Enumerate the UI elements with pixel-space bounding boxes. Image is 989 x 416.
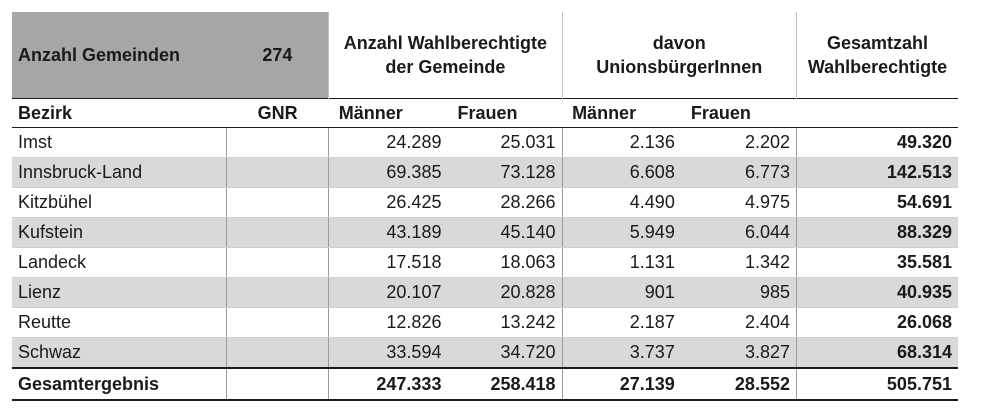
total-maenner-2: 27.139 (562, 368, 681, 400)
cell-maenner-1: 12.826 (329, 308, 448, 338)
col-header-maenner-1: Männer (329, 99, 448, 128)
cell-maenner-2: 2.136 (562, 128, 681, 158)
cell-maenner-1: 26.425 (329, 188, 448, 218)
col-header-total (796, 99, 958, 128)
cell-bezirk: Imst (12, 128, 227, 158)
cell-bezirk: Kitzbühel (12, 188, 227, 218)
cell-maenner-2: 5.949 (562, 218, 681, 248)
cell-gnr (227, 188, 329, 218)
cell-frauen-2: 2.404 (681, 308, 797, 338)
cell-total: 68.314 (796, 338, 958, 369)
cell-maenner-1: 69.385 (329, 158, 448, 188)
cell-total: 54.691 (796, 188, 958, 218)
cell-gnr (227, 248, 329, 278)
cell-bezirk: Landeck (12, 248, 227, 278)
cell-frauen-1: 13.242 (447, 308, 562, 338)
total-frauen-1: 258.418 (447, 368, 562, 400)
header-eligible-voters: Anzahl Wahlberechtigte der Gemeinde (329, 12, 562, 99)
cell-maenner-1: 43.189 (329, 218, 448, 248)
col-header-bezirk: Bezirk (12, 99, 227, 128)
cell-gnr (227, 128, 329, 158)
table-row (12, 308, 958, 338)
table-row (12, 278, 958, 308)
col-header-frauen-1: Frauen (447, 99, 562, 128)
total-gnr (227, 368, 329, 400)
total-maenner-1: 247.333 (329, 368, 448, 400)
cell-maenner-1: 20.107 (329, 278, 448, 308)
table-row (12, 188, 958, 218)
cell-gnr (227, 158, 329, 188)
total-frauen-2: 28.552 (681, 368, 797, 400)
table-row (12, 338, 958, 369)
col-header-maenner-2: Männer (562, 99, 681, 128)
cell-total: 35.581 (796, 248, 958, 278)
cell-gnr (227, 308, 329, 338)
cell-maenner-2: 6.608 (562, 158, 681, 188)
cell-maenner-2: 3.737 (562, 338, 681, 369)
cell-frauen-2: 2.202 (681, 128, 797, 158)
cell-frauen-1: 45.140 (447, 218, 562, 248)
cell-bezirk: Lienz (12, 278, 227, 308)
table-row (12, 158, 958, 188)
cell-bezirk: Innsbruck-Land (12, 158, 227, 188)
cell-maenner-1: 17.518 (329, 248, 448, 278)
cell-frauen-2: 6.044 (681, 218, 797, 248)
cell-gnr (227, 278, 329, 308)
cell-frauen-2: 1.342 (681, 248, 797, 278)
total-row (12, 368, 958, 400)
cell-frauen-2: 6.773 (681, 158, 797, 188)
cell-frauen-1: 25.031 (447, 128, 562, 158)
cell-total: 88.329 (796, 218, 958, 248)
voter-statistics-table (12, 12, 958, 401)
cell-total: 40.935 (796, 278, 958, 308)
column-header-row (12, 99, 958, 128)
total-label: Gesamtergebnis (12, 368, 227, 400)
cell-total: 142.513 (796, 158, 958, 188)
cell-maenner-1: 33.594 (329, 338, 448, 369)
cell-bezirk: Schwaz (12, 338, 227, 369)
table-header-row (12, 12, 958, 99)
cell-maenner-2: 2.187 (562, 308, 681, 338)
municipality-count-label: Anzahl Gemeinden (12, 12, 227, 99)
col-header-gnr: GNR (227, 99, 329, 128)
table-row (12, 248, 958, 278)
cell-frauen-1: 28.266 (447, 188, 562, 218)
cell-frauen-1: 34.720 (447, 338, 562, 369)
municipality-count-value: 274 (227, 12, 329, 99)
cell-frauen-2: 3.827 (681, 338, 797, 369)
cell-gnr (227, 218, 329, 248)
col-header-frauen-2: Frauen (681, 99, 797, 128)
cell-maenner-2: 4.490 (562, 188, 681, 218)
cell-frauen-2: 4.975 (681, 188, 797, 218)
cell-frauen-1: 20.828 (447, 278, 562, 308)
total-overall: 505.751 (796, 368, 958, 400)
header-eu-citizens: davon UnionsbürgerInnen (562, 12, 796, 99)
cell-bezirk: Reutte (12, 308, 227, 338)
table-row (12, 128, 958, 158)
cell-total: 26.068 (796, 308, 958, 338)
cell-maenner-1: 24.289 (329, 128, 448, 158)
cell-frauen-1: 73.128 (447, 158, 562, 188)
cell-frauen-2: 985 (681, 278, 797, 308)
table-row (12, 218, 958, 248)
cell-bezirk: Kufstein (12, 218, 227, 248)
cell-maenner-2: 901 (562, 278, 681, 308)
header-total-eligible: Gesamtzahl Wahlberechtigte (796, 12, 958, 99)
cell-maenner-2: 1.131 (562, 248, 681, 278)
cell-frauen-1: 18.063 (447, 248, 562, 278)
cell-total: 49.320 (796, 128, 958, 158)
cell-gnr (227, 338, 329, 369)
